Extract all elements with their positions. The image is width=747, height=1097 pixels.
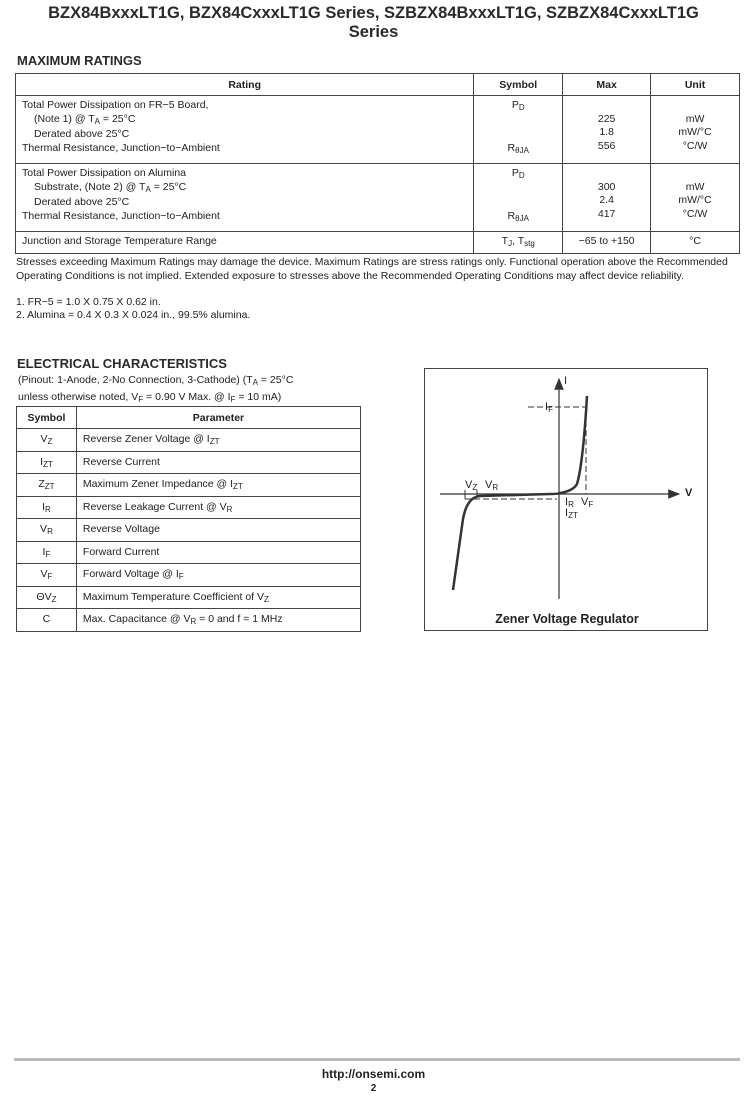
parameter-cell: Forward Current: [76, 541, 360, 564]
i-axis-label: I: [564, 375, 568, 387]
vr-label: $V_R$: [485, 479, 499, 492]
note-2: 2. Alumina = 0.4 X 0.3 X 0.024 in., 99.5% alumina.: [16, 309, 251, 321]
parameter-cell: Reverse Zener Voltage @ $I_{ZT}$: [76, 429, 360, 452]
stress-note: Stresses exceeding Maximum Ratings may damage the device. Maximum Ratings are stress ratings only. Functional operation above the Recommended Operating Conditions is not implied. Extended exposure to stresses above the Recommended Operating Conditions may affect device reliability.: [16, 256, 728, 282]
izt-label: $I_{ZT}$: [565, 507, 578, 520]
table-row: [17, 474, 361, 497]
diagram-caption: Zener Voltage Regulator: [495, 612, 639, 626]
document-title: BZX84BxxxLT1G, BZX84CxxxLT1G Series, SZBZX84BxxxLT1G, SZBZX84CxxxLT1G Series: [48, 4, 699, 41]
if-label: $I_F$: [545, 401, 553, 414]
symbol-cell: $V_R$: [17, 519, 77, 542]
symbol-cell: $V_F$: [17, 564, 77, 587]
table-row: [17, 496, 361, 519]
parameter-cell: Forward Voltage @ $I_F$: [76, 564, 360, 587]
table-row: Junction and Storage Temperature Range $T_J$, $T_{stg}$ −65 to +150 °C: [16, 232, 740, 254]
table-row: Total Power Dissipation on Alumina Substrate, (Note 2) @ $T_A = 25^\circ C$ Derated above 25°C Thermal Resistance, Junction−to−Ambient $P_D$ $R_{\theta JA}$ 300 2.4 417 mW mW/°C °C/W: [16, 164, 740, 232]
table-row: [17, 586, 361, 609]
parameter-cell: Max. Capacitance @ $V_R = 0$ and f = 1 MHz: [76, 609, 360, 632]
symbol-cell: $I_F$: [17, 541, 77, 564]
symbol-cell: $Z_{ZT}$: [17, 474, 77, 497]
parameter-cell: Reverse Voltage: [76, 519, 360, 542]
footer-url[interactable]: http://onsemi.com: [321, 1067, 426, 1081]
table-row: [17, 609, 361, 632]
table-row: Total Power Dissipation on FR−5 Board, (Note 1) @ $T_A = 25^\circ C$ Derated above 25°C Thermal Resistance, Junction−to−Ambient $P_D$ $R_{\theta JA}$ 225 1.8 556 mW mW/°C °C/W: [16, 96, 740, 164]
parameter-cell: Maximum Zener Impedance @ $I_{ZT}$: [76, 474, 360, 497]
ir-label: $I_R$: [565, 496, 574, 509]
symbol-cell: $V_Z$: [17, 429, 77, 452]
symbol-cell: $I_{ZT}$: [17, 451, 77, 474]
table-row: [17, 519, 361, 542]
electrical-conditions: (Pinout: 1-Anode, 2-No Connection, 3-Cathode) ($T_A = 25^\circ C$ unless otherwise noted, $V_F = 0.90$ V Max. @ $I_F = 10$ mA): [18, 374, 294, 404]
table-header-row: Rating Symbol Max Unit: [16, 74, 740, 96]
parameter-cell: Maximum Temperature Coefficient of $V_Z$: [76, 586, 360, 609]
symbol-cell: C: [17, 609, 77, 632]
vf-label: $V_F$: [581, 496, 594, 509]
table-row: [17, 564, 361, 587]
iv-curve: [453, 396, 587, 590]
page-number: 2: [370, 1083, 377, 1094]
zener-diagram: [424, 368, 708, 631]
table-row: [17, 429, 361, 452]
vz-label: $V_Z$: [465, 479, 478, 492]
parameter-cell: Reverse Current: [76, 451, 360, 474]
electrical-heading: ELECTRICAL CHARACTERISTICS: [17, 356, 227, 371]
table-row: [17, 541, 361, 564]
table-row: [17, 451, 361, 474]
max-ratings-table: [15, 73, 740, 254]
footer-divider: [14, 1058, 740, 1061]
electrical-symbols-table: [16, 406, 361, 632]
note-1: 1. FR−5 = 1.0 X 0.75 X 0.62 in.: [16, 296, 161, 308]
parameter-cell: Reverse Leakage Current @ $V_R$: [76, 496, 360, 519]
max-ratings-heading: MAXIMUM RATINGS: [17, 53, 142, 68]
v-axis-label: V: [685, 487, 693, 499]
symbol-cell: $\Theta V_Z$: [17, 586, 77, 609]
table-header-row: Symbol Parameter: [17, 407, 361, 429]
symbol-cell: $I_R$: [17, 496, 77, 519]
